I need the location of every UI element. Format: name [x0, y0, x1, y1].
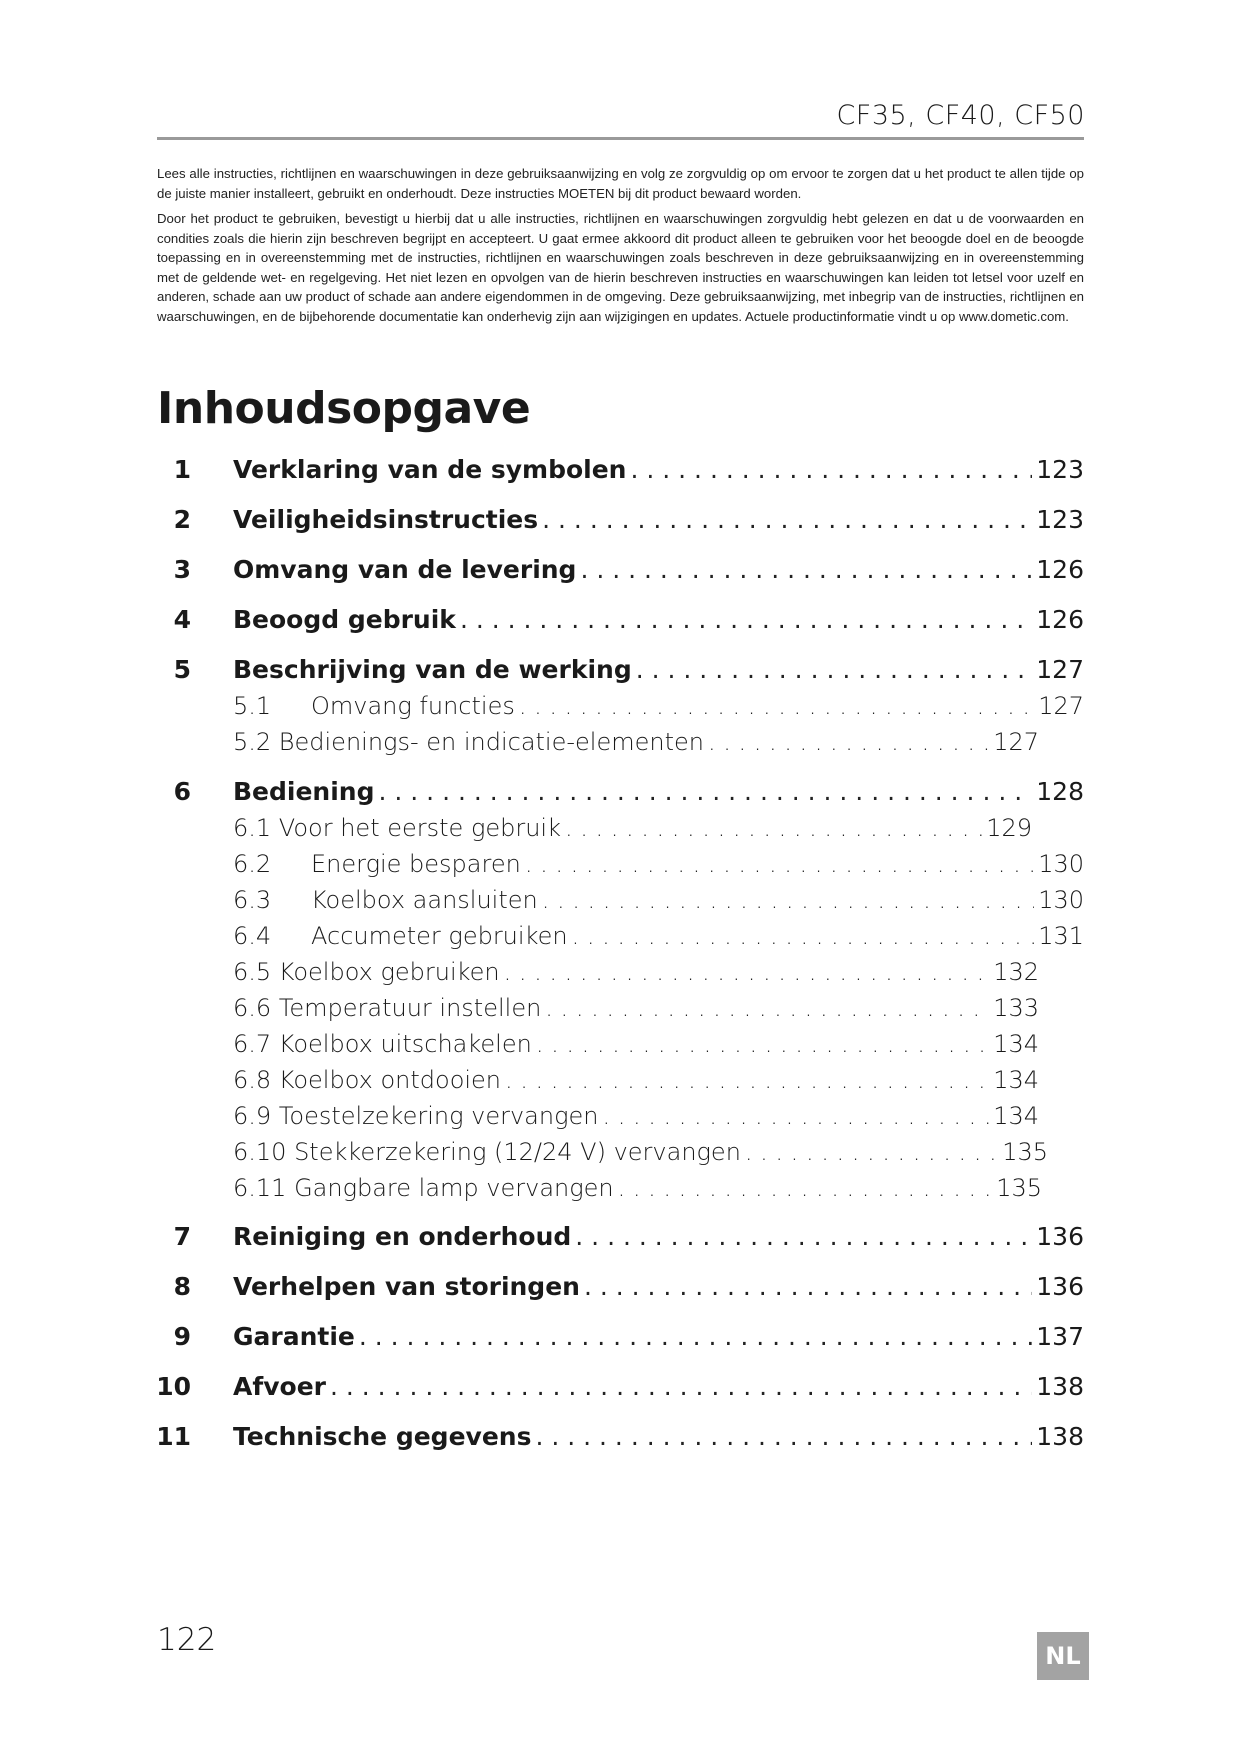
toc-entry-label: 6.8 Koelbox ontdooien — [233, 1066, 502, 1094]
toc-title: Inhoudsopgave — [157, 383, 531, 434]
toc-entry-label: 6.10 Stekkerzekering (12/24 V) vervangen — [233, 1138, 741, 1166]
toc-leader-dots — [602, 1102, 989, 1130]
toc-entry-9[interactable] — [173, 1322, 1084, 1351]
toc-entry-page: 127 — [1038, 692, 1084, 720]
toc-entry-label: Beschrijving van de werking — [233, 655, 632, 684]
toc-entry-page: 137 — [1036, 1322, 1084, 1351]
toc-entry-4[interactable] — [173, 605, 1084, 634]
intro-text — [157, 164, 1084, 332]
toc-entry-label: Bediening — [233, 777, 375, 806]
toc-entry-10[interactable] — [156, 1372, 1084, 1401]
toc-entry-number: 2 — [173, 505, 191, 534]
toc-leader-dots — [542, 886, 1034, 914]
toc-entry-5-2[interactable] — [233, 728, 1039, 756]
toc-entry-6-1[interactable] — [233, 814, 1032, 842]
toc-leader-dots — [536, 1030, 989, 1058]
toc-entry-label: Technische gegevens — [233, 1422, 532, 1451]
toc-entry-3[interactable] — [173, 555, 1084, 584]
toc-entry-page: 136 — [1036, 1222, 1084, 1251]
toc-entry-label: 5.2 Bedienings- en indicatie-elementen — [233, 728, 704, 756]
toc-entry-label: 6.5 Koelbox gebruiken — [233, 958, 500, 986]
toc-leader-dots — [575, 1222, 1032, 1251]
toc-entry-page: 127 — [993, 728, 1039, 756]
toc-leader-dots — [618, 1174, 993, 1202]
toc-leader-dots — [519, 692, 1034, 720]
toc-entry-page: 138 — [1036, 1422, 1084, 1451]
toc-entry-number: 10 — [156, 1372, 191, 1401]
toc-entry-number: 3 — [173, 555, 191, 584]
header-divider — [157, 137, 1084, 140]
toc-entry-label: Verhelpen van storingen — [233, 1272, 580, 1301]
toc-entry-label: 6.11 Gangbare lamp vervangen — [233, 1174, 614, 1202]
toc-leader-dots — [572, 922, 1035, 950]
document-model-title: CF35, CF40, CF50 — [836, 100, 1085, 131]
toc-entry-8[interactable] — [173, 1272, 1084, 1301]
toc-entry-label: Koelbox aansluiten — [311, 886, 538, 914]
toc-entry-6-3[interactable] — [233, 886, 1084, 914]
page-number: 122 — [157, 1622, 217, 1658]
toc-entry-page: 126 — [1036, 605, 1084, 634]
toc-entry-number: 7 — [173, 1222, 191, 1251]
toc-leader-dots — [379, 777, 1033, 806]
toc-entry-page: 127 — [1036, 655, 1084, 684]
toc-entry-7[interactable] — [173, 1222, 1084, 1251]
toc-entry-number: 5.1 — [233, 692, 272, 720]
toc-entry-label: Veiligheidsinstructies — [233, 505, 539, 534]
toc-leader-dots — [745, 1138, 998, 1166]
toc-entry-6-4[interactable] — [233, 922, 1084, 950]
toc-leader-dots — [505, 1066, 989, 1094]
toc-entry-6-10[interactable] — [233, 1138, 1048, 1166]
toc-entry-label: Omvang van de levering — [233, 555, 577, 584]
toc-leader-dots — [535, 1422, 1032, 1451]
toc-entry-page: 135 — [996, 1174, 1042, 1202]
toc-leader-dots — [565, 814, 982, 842]
toc-entry-page: 123 — [1036, 505, 1084, 534]
toc-entry-page: 133 — [993, 994, 1039, 1022]
toc-entry-label: 6.9 Toestelzekering vervangen — [233, 1102, 599, 1130]
toc-entry-label: 6.1 Voor het eerste gebruik — [233, 814, 561, 842]
toc-leader-dots — [504, 958, 990, 986]
toc-entry-page: 131 — [1038, 922, 1084, 950]
toc-entry-number: 6.4 — [233, 922, 272, 950]
toc-entry-page: 129 — [986, 814, 1032, 842]
toc-entry-label: Energie besparen — [311, 850, 521, 878]
toc-entry-page: 134 — [993, 1030, 1039, 1058]
toc-entry-number: 6.3 — [233, 886, 272, 914]
toc-entry-number: 11 — [156, 1422, 191, 1451]
toc-entry-page: 132 — [993, 958, 1039, 986]
toc-entry-page: 128 — [1036, 777, 1084, 806]
intro-paragraph-2: Door het product te gebruiken, bevestigt u hierbij dat u alle instructies, richtlijnen en waarschuwingen zorgvuldig hebt gelezen en dat u de voorwaarden en condities zoals die hierin zijn beschreven begrijpt en accepteert. U gaat ermee akkoord dit product alleen te gebruiken voor het beoogde doel en de beoogde toepassing en in overeenstemming met de instructies, richtlijnen en waarschuwingen zoals beschreven in deze gebruiksaanwijzing en in overeenstemming met de geldende wet- en regelgeving. Het niet lezen en opvolgen van de hierin beschreven instructies en waarschuwingen kan leiden tot letsel voor uzelf en anderen, schade aan uw product of schade aan andere eigendommen in de omgeving. Deze gebruiksaanwijzing, met inbegrip van de instructies, richtlijnen en waarschuwingen, en de bijbehorende documentatie kan onderhevig zijn aan wijzigingen en updates. Actuele productinformatie vindt u op www.dometic.com. — [157, 211, 1084, 324]
toc-leader-dots — [460, 605, 1032, 634]
toc-entry-6-8[interactable] — [233, 1066, 1039, 1094]
toc-entry-page: 134 — [993, 1066, 1039, 1094]
toc-entry-page: 136 — [1036, 1272, 1084, 1301]
toc-entry-number: 1 — [173, 455, 191, 484]
toc-entry-6-9[interactable] — [233, 1102, 1039, 1130]
toc-entry-page: 130 — [1038, 850, 1084, 878]
toc-entry-page: 130 — [1038, 886, 1084, 914]
toc-entry-number: 9 — [173, 1322, 191, 1351]
toc-entry-number: 6.2 — [233, 850, 272, 878]
toc-entry-label: Afvoer — [233, 1372, 326, 1401]
toc-entry-label: Garantie — [233, 1322, 355, 1351]
toc-leader-dots — [330, 1372, 1032, 1401]
toc-entry-6-7[interactable] — [233, 1030, 1039, 1058]
toc-entry-2[interactable] — [173, 505, 1084, 534]
toc-entry-number: 4 — [173, 605, 191, 634]
toc-leader-dots — [708, 728, 989, 756]
toc-entry-page: 123 — [1036, 455, 1084, 484]
toc-entry-6-2[interactable] — [233, 850, 1084, 878]
language-badge: NL — [1037, 1632, 1089, 1680]
toc-entry-page: 138 — [1036, 1372, 1084, 1401]
toc-entry-label: 6.7 Koelbox uitschakelen — [233, 1030, 532, 1058]
toc-entry-5-1[interactable] — [233, 692, 1084, 720]
toc-leader-dots — [545, 994, 989, 1022]
toc-entry-label: Verklaring van de symbolen — [233, 455, 627, 484]
toc-entry-number: 5 — [173, 655, 191, 684]
toc-entry-label: Reiniging en onderhoud — [233, 1222, 572, 1251]
toc-leader-dots — [630, 455, 1032, 484]
toc-leader-dots — [525, 850, 1034, 878]
toc-leader-dots — [584, 1272, 1032, 1301]
toc-leader-dots — [359, 1322, 1032, 1351]
toc-entry-5[interactable] — [173, 655, 1084, 684]
toc-leader-dots — [580, 555, 1032, 584]
toc-entry-label: Beoogd gebruik — [233, 605, 456, 634]
toc-entry-6[interactable] — [173, 777, 1084, 806]
toc-leader-dots — [636, 655, 1033, 684]
toc-entry-label: Accumeter gebruiken — [311, 922, 568, 950]
toc-entry-page: 134 — [993, 1102, 1039, 1130]
toc-entry-1[interactable] — [173, 455, 1084, 484]
intro-paragraph-1: Lees alle instructies, richtlijnen en waarschuwingen in deze gebruiksaanwijzing en volg ze zorgvuldig op om ervoor te zorgen dat u het product te allen tijde op de juiste manier installeert, gebruikt en onderhoudt. Deze instructies MOETEN bij dit product bewaard worden. — [157, 166, 1084, 201]
toc-entry-label: 6.6 Temperatuur instellen — [233, 994, 542, 1022]
toc-entry-label: Omvang functies — [311, 692, 515, 720]
toc-entry-6-5[interactable] — [233, 958, 1039, 986]
toc-entry-11[interactable] — [156, 1422, 1084, 1451]
toc-entry-6-6[interactable] — [233, 994, 1039, 1022]
toc-entry-number: 8 — [173, 1272, 191, 1301]
toc-leader-dots — [542, 505, 1032, 534]
toc-entry-page: 135 — [1002, 1138, 1048, 1166]
toc-entry-number: 6 — [173, 777, 191, 806]
toc-entry-page: 126 — [1036, 555, 1084, 584]
toc-entry-6-11[interactable] — [233, 1174, 1042, 1202]
